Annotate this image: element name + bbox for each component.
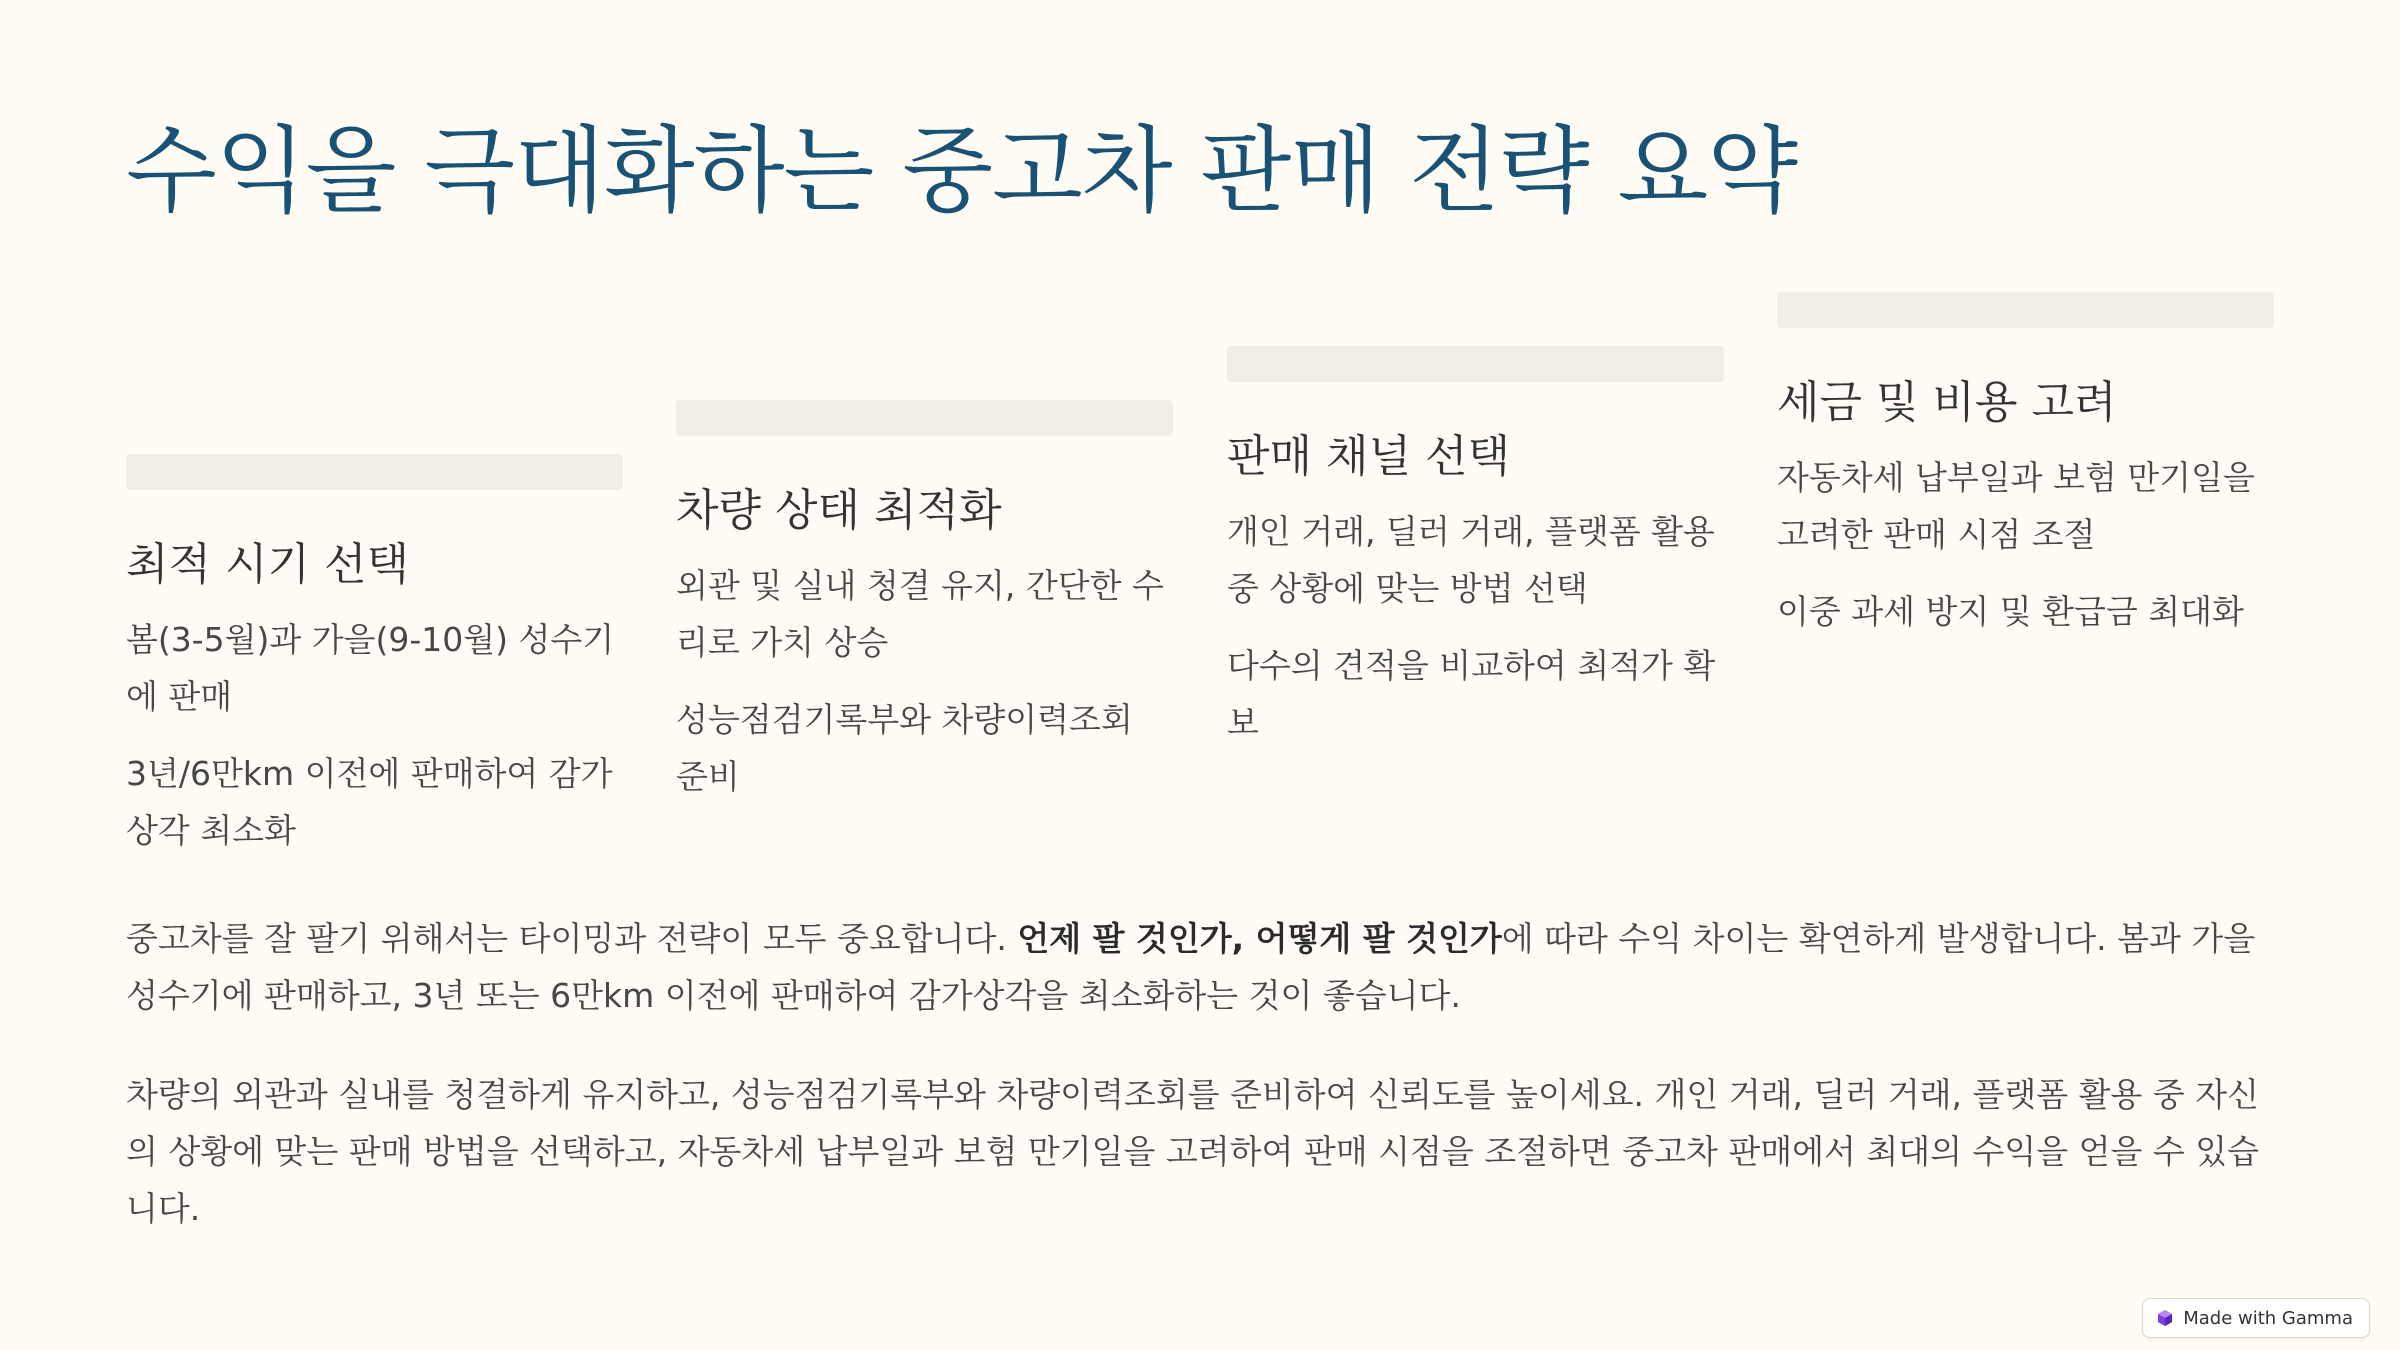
step-title: 최적 시기 선택: [126, 539, 409, 590]
step-description: 성능점검기록부와 차량이력조회 준비: [676, 700, 1133, 797]
step-bar: [1777, 292, 2274, 328]
step-description: 자동차세 납부일과 보험 만기일을 고려한 판매 시점 조절: [1777, 458, 2255, 555]
step-bar: [676, 400, 1173, 436]
step-title: 세금 및 비용 고려: [1777, 377, 2117, 428]
summary-paragraph-2: 차량의 외관과 실내를 청결하게 유지하고, 성능점검기록부와 차량이력조회를 준비하여 신뢰도를 높이세요. 개인 거래, 딜러 거래, 플랫폼 활용 중 자신의 상황에 맞는 판매 방법을 선택하고, 자동차세 납부일과 보험 만기일을 고려하여 판매 시점을 조절하면 중고차 판매에서 최대의 수익을 얻을 수 있습니다.: [126, 1075, 2259, 1228]
summary-text: 에 따라 수익 차이는 확연하게 발생합니다. 봄과 가을 성수기에 판매하고, 3년 또는 6만km 이전에 판매하여 감가상각을 최소화하는 것이 좋습니다.: [126, 919, 2256, 1015]
step-description: 이중 과세 방지 및 환급금 최대화: [1777, 592, 2244, 632]
step-description: 다수의 견적을 비교하여 최적가 확보: [1227, 646, 1716, 743]
step-description: 개인 거래, 딜러 거래, 플랫폼 활용 중 상황에 맞는 방법 선택: [1227, 512, 1715, 609]
summary-emphasis: 언제 팔 것인가, 어떻게 팔 것인가: [1017, 919, 1502, 958]
step-title: 판매 채널 선택: [1227, 431, 1510, 482]
step-title: 차량 상태 최적화: [676, 485, 1002, 536]
step-card-1: [126, 454, 623, 859]
made-with-gamma-badge[interactable]: [2142, 1298, 2370, 1338]
summary-paragraph-1: [126, 910, 2276, 1024]
step-bar: [1227, 346, 1724, 382]
summary-text: 중고차를 잘 팔기 위해서는 타이밍과 전략이 모두 중요합니다.: [126, 919, 1018, 958]
step-description: 봄(3-5월)과 가을(9-10월) 성수기에 판매: [126, 620, 615, 717]
step-card-4: [1777, 292, 2274, 640]
step-description: 3년/6만km 이전에 판매하여 감가상각 최소화: [126, 754, 613, 851]
badge-label: Made with Gamma: [2183, 1307, 2353, 1329]
page-title: 수익을 극대화하는 중고차 판매 전략 요약: [126, 117, 1798, 226]
step-card-3: [1227, 346, 1724, 751]
step-bar: [126, 454, 623, 490]
step-description: 외관 및 실내 청결 유지, 간단한 수리로 가치 상승: [676, 566, 1164, 663]
gamma-logo-icon: [2157, 1309, 2173, 1327]
step-card-2: [676, 400, 1173, 805]
